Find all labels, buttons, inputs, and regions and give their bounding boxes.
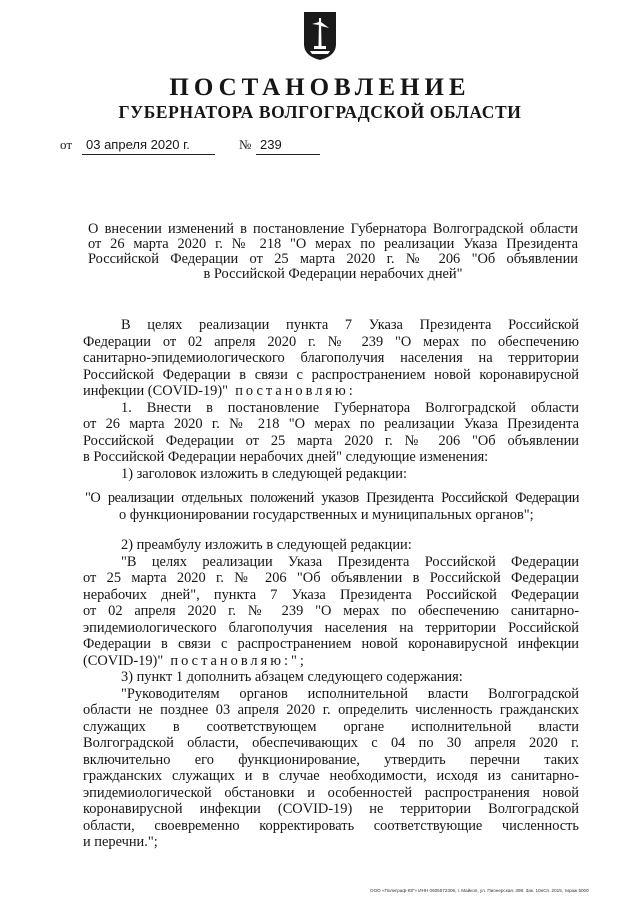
printer-footer: ООО «Полиграф-ЮГ» ИНН 0605572306, г. Майкоп, ул. Пионерская, 398. Зак. 10нСп. 2015, тираж 5000 [370, 888, 589, 893]
quote-3-line: области не позднее 03 апреля 2020 г. определить численность гражданских [83, 702, 579, 718]
quote-2-line: эпидемиологического благополучия населения на территории Российской [83, 619, 579, 636]
clause-line: 1. Внести в постановление Губернатора Волгоградской области [121, 399, 579, 416]
quote-3-line: коронавирусной инфекции (COVID-19) не территории Волгоградской [83, 801, 579, 817]
quote-3-line: "Руководителям органов исполнительной власти Волгоградской [121, 685, 579, 702]
number-field [256, 136, 320, 155]
preamble-line [83, 383, 579, 400]
date-field [82, 136, 215, 155]
document-title: ПОСТАНОВЛЕНИЕ [169, 74, 471, 101]
quote-2-line: от 25 марта 2020 г. № 206 "Об объявлении в Российской Федерации [83, 570, 579, 586]
subject-line: Российской Федерации от 25 марта 2020 г. № 206 "Об объявлении [88, 252, 578, 267]
preamble-line: Федерации от 02 апреля 2020 г. № 239 "О мерах по обеспечению [83, 333, 579, 350]
quote-3-line: служащих в соответствующем органе исполнительной власти [83, 718, 579, 735]
quote-2-line: от 02 апреля 2020 г. № 239 "О мерах по обеспечению санитарно- [83, 603, 579, 619]
document-body [83, 317, 579, 851]
quote-3-line: области, своевременно корректировать соответствующие численность [83, 817, 579, 834]
quote-2-line: "В целях реализации Указа Президента Российской Федерации [121, 553, 579, 570]
item-1-heading: 1) заголовок изложить в следующей редакции: [121, 465, 407, 482]
quote-3-line: эпидемиологической обстановки и особенностей распространения новой [83, 784, 579, 801]
number-value: 239 [260, 137, 282, 152]
preamble-last-text: инфекции (COVID-19)" [83, 383, 229, 399]
quote-1-line: "О реализации отдельных положений указов Президента Российской Федерации [85, 490, 579, 506]
quote-3-line: Волгоградской области, обеспечивающих с 04 по 30 апреля 2020 г. [83, 735, 579, 751]
date-prefix: от [60, 137, 73, 152]
quote-3-line: включительно его функционирование, утвердить перечни таких [83, 751, 579, 768]
clause-line: Российской Федерации от 25 марта 2020 г. № 206 "Об объявлении [83, 432, 579, 449]
quote-3-line: и перечни."; [83, 834, 158, 850]
subject-line: от 26 марта 2020 г. № 218 "О мерах по реализации Указа Президента [88, 237, 578, 252]
quote-2-line: Федерации в связи с распространением новой коронавирусной инфекции [83, 636, 579, 652]
decree-word: постановляю: [235, 383, 356, 399]
subject-line: в Российской Федерации нерабочих дней" [203, 267, 463, 282]
item-2-heading: 2) преамбулу изложить в следующей редакции: [121, 537, 412, 553]
clause-line: в Российской Федерации нерабочих дней" следующие изменения: [83, 449, 489, 465]
decree-word: постановляю:"; [170, 652, 307, 669]
clause-line: от 26 марта 2020 г. № 218 "О мерах по реализации Указа Президента [83, 416, 579, 432]
item-3-heading: 3) пункт 1 дополнить абзацем следующего содержания: [121, 669, 463, 685]
date-value: 03 апреля 2020 г. [86, 137, 190, 152]
coat-of-arms-emblem [302, 10, 338, 62]
document-subject [88, 222, 578, 282]
quote-2-line: нерабочих дней", пункта 7 Указа Президента Российской Федерации [83, 586, 579, 603]
document-subtitle: ГУБЕРНАТОРА ВОЛГОГРАДСКОЙ ОБЛАСТИ [118, 102, 522, 122]
subject-line: О внесении изменений в постановление Губернатора Волгоградской области [88, 222, 578, 237]
preamble-line: Российской Федерации в связи с распространением новой коронавирусной [83, 366, 579, 383]
quote-2-line [83, 653, 579, 670]
preamble-line: санитарно-эпидемиологического благополучия населения на территории [83, 350, 579, 366]
preamble-line: В целях реализации пункта 7 Указа Президента Российской [121, 317, 579, 333]
quote-2-last-text: (COVID-19)" [83, 652, 164, 669]
number-prefix: № [239, 137, 252, 152]
quote-3-line: гражданских служащих и в случае необходимости, исходя из санитарно- [83, 768, 579, 784]
quote-1-line: о функционировании государственных и муниципальных органов"; [119, 506, 534, 523]
